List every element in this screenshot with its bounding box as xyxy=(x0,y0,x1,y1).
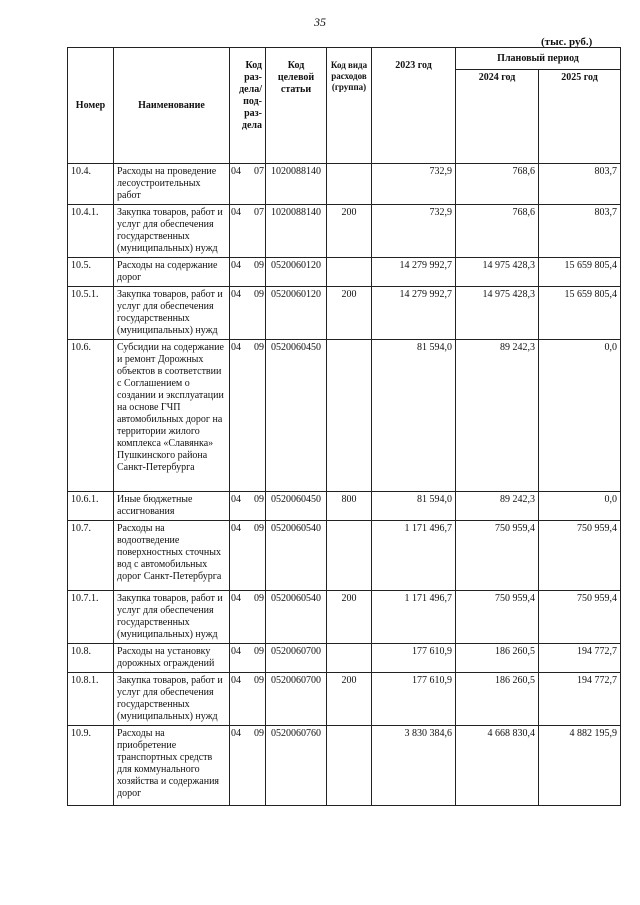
table-row xyxy=(68,644,621,673)
row-section-code: 04 xyxy=(231,675,241,686)
row-number: 10.5. xyxy=(68,258,114,287)
row-number: 10.9. xyxy=(68,726,114,806)
row-subsection-code: 09 xyxy=(254,646,264,657)
row-section-code: 04 xyxy=(231,494,241,505)
table-row xyxy=(68,164,621,205)
table-row xyxy=(68,258,621,287)
header-expense-type: Код вида расходов (группа) xyxy=(327,48,372,164)
budget-table xyxy=(67,47,621,806)
row-subsection-code: 09 xyxy=(254,523,264,534)
row-subsection-code: 09 xyxy=(254,494,264,505)
table-body xyxy=(68,164,621,806)
row-value-2023: 1 171 496,7 xyxy=(372,591,456,644)
table-row xyxy=(68,492,621,521)
header-target: Код целевой статьи xyxy=(266,48,327,164)
row-expense-type xyxy=(327,164,372,205)
row-expense-type: 200 xyxy=(327,591,372,644)
row-subsection-code: 09 xyxy=(254,593,264,604)
row-expense-type xyxy=(327,644,372,673)
table-row xyxy=(68,205,621,258)
row-number: 10.4. xyxy=(68,164,114,205)
table-row xyxy=(68,673,621,726)
row-section-code: 04 xyxy=(231,289,241,300)
row-target: 0520060120 xyxy=(266,287,327,340)
row-value-2024: 768,6 xyxy=(456,205,539,258)
row-subsection-code: 07 xyxy=(254,207,264,218)
row-value-2025: 15 659 805,4 xyxy=(539,258,621,287)
row-target: 0520060700 xyxy=(266,673,327,726)
row-name: Закупка товаров, работ и услуг для обеспечения государственных (муниципальных) нужд xyxy=(114,205,230,258)
row-target: 1020088140 xyxy=(266,164,327,205)
row-section-code: 04 xyxy=(231,342,241,353)
row-target: 0520060120 xyxy=(266,258,327,287)
row-section xyxy=(230,164,266,205)
row-number: 10.8. xyxy=(68,644,114,673)
row-expense-type: 200 xyxy=(327,205,372,258)
row-value-2023: 177 610,9 xyxy=(372,644,456,673)
row-value-2024: 89 242,3 xyxy=(456,492,539,521)
row-value-2025: 194 772,7 xyxy=(539,644,621,673)
row-subsection-code: 09 xyxy=(254,342,264,353)
row-name: Субсидии на содержание и ремонт Дорожных объектов в соответствии с Соглашением о создании и эксплуатации на основе ГЧП автомобильных дорог на территории жилого комплекса «Славянка» Пушкинского района Санкт-Петербурга xyxy=(114,340,230,492)
row-target: 0520060760 xyxy=(266,726,327,806)
row-value-2023: 14 279 992,7 xyxy=(372,258,456,287)
row-name: Закупка товаров, работ и услуг для обеспечения государственных (муниципальных) нужд xyxy=(114,591,230,644)
row-value-2023: 1 171 496,7 xyxy=(372,521,456,591)
page-number: 35 xyxy=(314,15,326,29)
row-target: 0520060540 xyxy=(266,521,327,591)
row-value-2025: 0,0 xyxy=(539,492,621,521)
table-row xyxy=(68,521,621,591)
row-number: 10.6. xyxy=(68,340,114,492)
row-value-2024: 4 668 830,4 xyxy=(456,726,539,806)
row-section-code: 04 xyxy=(231,260,241,271)
row-section xyxy=(230,205,266,258)
row-value-2023: 14 279 992,7 xyxy=(372,287,456,340)
row-section xyxy=(230,287,266,340)
row-section-code: 04 xyxy=(231,523,241,534)
row-value-2025: 4 882 195,9 xyxy=(539,726,621,806)
row-value-2023: 732,9 xyxy=(372,164,456,205)
table-row xyxy=(68,591,621,644)
row-expense-type xyxy=(327,726,372,806)
row-expense-type xyxy=(327,258,372,287)
row-subsection-code: 07 xyxy=(254,166,264,177)
row-section xyxy=(230,258,266,287)
row-value-2025: 803,7 xyxy=(539,205,621,258)
row-number: 10.6.1. xyxy=(68,492,114,521)
header-2025: 2025 год xyxy=(539,70,621,164)
row-section xyxy=(230,521,266,591)
row-expense-type xyxy=(327,340,372,492)
row-value-2023: 81 594,0 xyxy=(372,492,456,521)
row-value-2023: 81 594,0 xyxy=(372,340,456,492)
row-name: Расходы на водоотведение поверхностных сточных вод с автомобильных дорог Санкт-Петербурга xyxy=(114,521,230,591)
row-number: 10.4.1. xyxy=(68,205,114,258)
row-value-2023: 732,9 xyxy=(372,205,456,258)
row-value-2025: 803,7 xyxy=(539,164,621,205)
row-name: Расходы на установку дорожных ограждений xyxy=(114,644,230,673)
row-value-2023: 3 830 384,6 xyxy=(372,726,456,806)
row-value-2023: 177 610,9 xyxy=(372,673,456,726)
row-subsection-code: 09 xyxy=(254,289,264,300)
row-value-2024: 89 242,3 xyxy=(456,340,539,492)
row-number: 10.7.1. xyxy=(68,591,114,644)
row-value-2024: 750 959,4 xyxy=(456,591,539,644)
row-subsection-code: 09 xyxy=(254,675,264,686)
row-target: 0520060540 xyxy=(266,591,327,644)
row-section-code: 04 xyxy=(231,646,241,657)
header-2023: 2023 год xyxy=(372,48,456,164)
row-section xyxy=(230,492,266,521)
row-section xyxy=(230,340,266,492)
row-name: Закупка товаров, работ и услуг для обеспечения государственных (муниципальных) нужд xyxy=(114,673,230,726)
row-value-2024: 14 975 428,3 xyxy=(456,258,539,287)
row-target: 0520060450 xyxy=(266,492,327,521)
row-target: 0520060450 xyxy=(266,340,327,492)
row-value-2024: 186 260,5 xyxy=(456,673,539,726)
row-name: Закупка товаров, работ и услуг для обеспечения государственных (муниципальных) нужд xyxy=(114,287,230,340)
row-value-2024: 768,6 xyxy=(456,164,539,205)
header-name: Наименование xyxy=(114,48,230,164)
row-value-2025: 750 959,4 xyxy=(539,591,621,644)
row-subsection-code: 09 xyxy=(254,260,264,271)
row-section xyxy=(230,726,266,806)
row-section xyxy=(230,591,266,644)
row-section xyxy=(230,673,266,726)
table-row xyxy=(68,340,621,492)
row-expense-type: 200 xyxy=(327,673,372,726)
row-value-2025: 750 959,4 xyxy=(539,521,621,591)
row-number: 10.8.1. xyxy=(68,673,114,726)
table-row xyxy=(68,726,621,806)
row-section-code: 04 xyxy=(231,728,241,739)
header-2024: 2024 год xyxy=(456,70,539,164)
row-name: Расходы на приобретение транспортных средств для коммунального хозяйства и содержания дорог xyxy=(114,726,230,806)
row-subsection-code: 09 xyxy=(254,728,264,739)
row-section-code: 04 xyxy=(231,593,241,604)
row-section xyxy=(230,644,266,673)
row-value-2024: 14 975 428,3 xyxy=(456,287,539,340)
row-name: Иные бюджетные ассигнования xyxy=(114,492,230,521)
header-section: Код раз-дела/ под-раз-дела xyxy=(230,48,266,164)
row-expense-type: 800 xyxy=(327,492,372,521)
row-expense-type: 200 xyxy=(327,287,372,340)
row-target: 0520060700 xyxy=(266,644,327,673)
header-planned-period: Плановый период xyxy=(456,48,621,70)
row-name: Расходы на содержание дорог xyxy=(114,258,230,287)
row-value-2025: 0,0 xyxy=(539,340,621,492)
row-value-2024: 186 260,5 xyxy=(456,644,539,673)
row-number: 10.7. xyxy=(68,521,114,591)
row-value-2025: 194 772,7 xyxy=(539,673,621,726)
row-value-2024: 750 959,4 xyxy=(456,521,539,591)
row-target: 1020088140 xyxy=(266,205,327,258)
header-number: Номер xyxy=(68,48,114,164)
row-expense-type xyxy=(327,521,372,591)
row-value-2025: 15 659 805,4 xyxy=(539,287,621,340)
table-row xyxy=(68,287,621,340)
units-label: (тыс. руб.) xyxy=(541,36,593,48)
row-section-code: 04 xyxy=(231,207,241,218)
row-name: Расходы на проведение лесоустроительных работ xyxy=(114,164,230,205)
row-number: 10.5.1. xyxy=(68,287,114,340)
row-section-code: 04 xyxy=(231,166,241,177)
